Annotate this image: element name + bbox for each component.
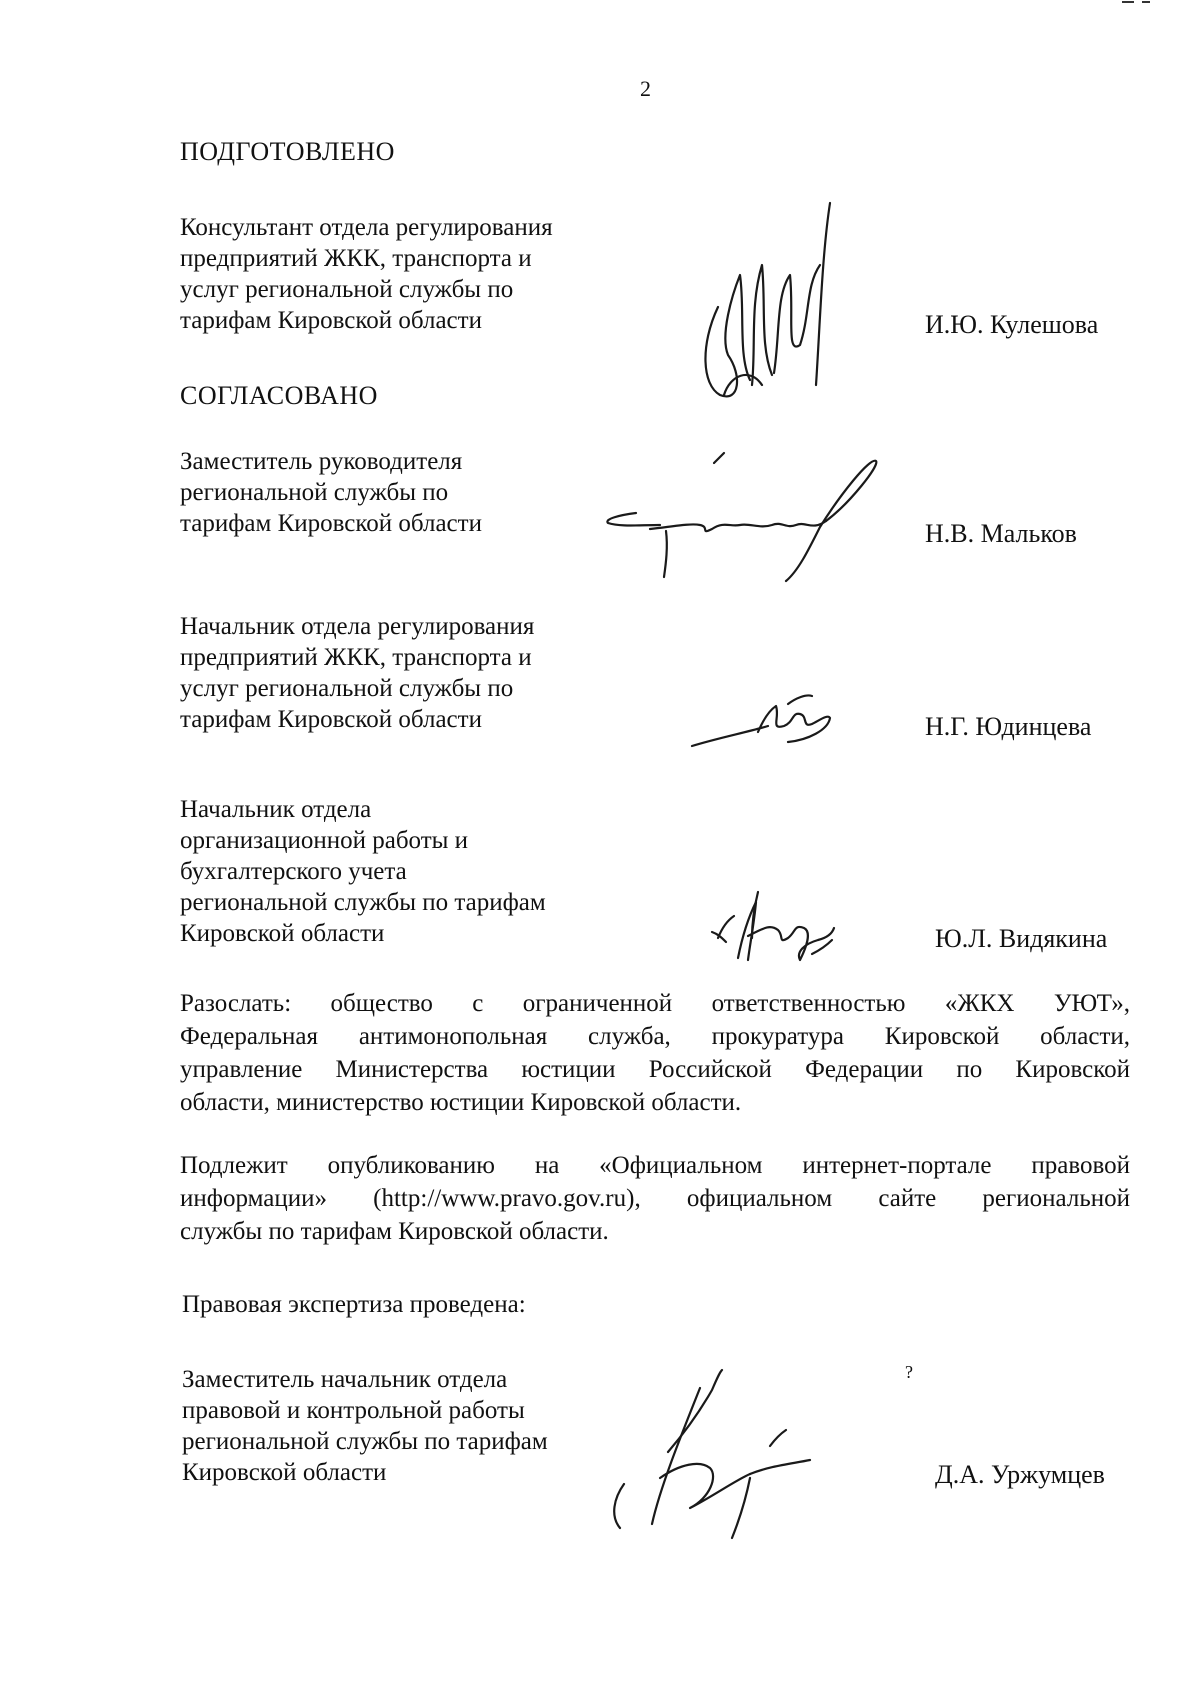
distribution-line-3: управление Министерства юстиции Российской Федерации по Кировской <box>180 1056 1130 1083</box>
signature-yudintseva <box>688 692 838 752</box>
agreed-position-1 <box>180 446 482 539</box>
prepared-line-4: тарифам Кировской области <box>180 307 482 334</box>
agreed-heading: СОГЛАСОВАНО <box>180 381 378 410</box>
agreed-2-line-2: предприятий ЖКК, транспорта и <box>180 644 532 671</box>
publication-line-3: службы по тарифам Кировской области. <box>180 1218 609 1245</box>
legal-review-name: Д.А. Уржумцев <box>935 1460 1105 1489</box>
legal-line-4: Кировской области <box>182 1459 387 1486</box>
agreed-3-line-5: Кировской области <box>180 920 385 947</box>
corner-scan-mark <box>1120 0 1160 4</box>
agreed-1-line-1: Заместитель руководителя <box>180 448 463 475</box>
agreed-1-line-2: региональной службы по <box>180 479 449 506</box>
prepared-line-2: предприятий ЖКК, транспорта и <box>180 245 532 272</box>
prepared-position <box>180 212 553 336</box>
publication-line-2: информации» (http://www.pravo.gov.ru), официальном сайте региональной <box>180 1185 1130 1212</box>
agreed-3-line-1: Начальник отдела <box>180 796 372 823</box>
agreed-position-2 <box>180 611 534 735</box>
distribution-line-1: Разослать: общество с ограниченной ответственностью «ЖКХ УЮТ», <box>180 990 1130 1017</box>
legal-review-heading: Правовая экспертиза проведена: <box>182 1291 526 1318</box>
page-number: 2 <box>640 76 651 101</box>
agreed-2-line-4: тарифам Кировской области <box>180 706 482 733</box>
agreed-3-line-3: бухгалтерского учета <box>180 858 407 885</box>
agreed-1-name: Н.В. Мальков <box>925 519 1077 548</box>
legal-line-1: Заместитель начальник отдела <box>182 1366 508 1393</box>
distribution-paragraph <box>180 987 1130 1119</box>
distribution-line-4: области, министерство юстиции Кировской области. <box>180 1089 742 1116</box>
signature-kuleshova <box>690 195 850 405</box>
agreed-2-line-1: Начальник отдела регулирования <box>180 613 535 640</box>
prepared-line-3: услуг региональной службы по <box>180 276 514 303</box>
legal-line-3: региональной службы по тарифам <box>182 1428 548 1455</box>
signature-malkov <box>600 455 890 585</box>
agreed-2-name: Н.Г. Юдинцева <box>925 712 1092 741</box>
signature-urzhumtsev <box>600 1368 840 1548</box>
prepared-heading: ПОДГОТОВЛЕНО <box>180 137 395 166</box>
publication-line-1: Подлежит опубликованию на «Официальном интернет-портале правовой <box>180 1152 1130 1179</box>
distribution-line-2: Федеральная антимонопольная служба, прокуратура Кировской области, <box>180 1023 1130 1050</box>
agreed-3-line-4: региональной службы по тарифам <box>180 889 546 916</box>
publication-paragraph <box>180 1149 1130 1248</box>
agreed-3-line-2: организационной работы и <box>180 827 469 854</box>
agreed-1-line-3: тарифам Кировской области <box>180 510 482 537</box>
prepared-name: И.Ю. Кулешова <box>925 310 1099 339</box>
legal-review-mark: ? <box>905 1362 913 1382</box>
prepared-line-1: Консультант отдела регулирования <box>180 214 553 241</box>
agreed-position-3 <box>180 794 546 949</box>
agreed-2-line-3: услуг региональной службы по <box>180 675 514 702</box>
legal-line-2: правовой и контрольной работы <box>182 1397 525 1424</box>
signature-vidyakina <box>708 888 838 968</box>
legal-review-position <box>182 1364 548 1488</box>
agreed-3-name: Ю.Л. Видякина <box>935 924 1108 953</box>
